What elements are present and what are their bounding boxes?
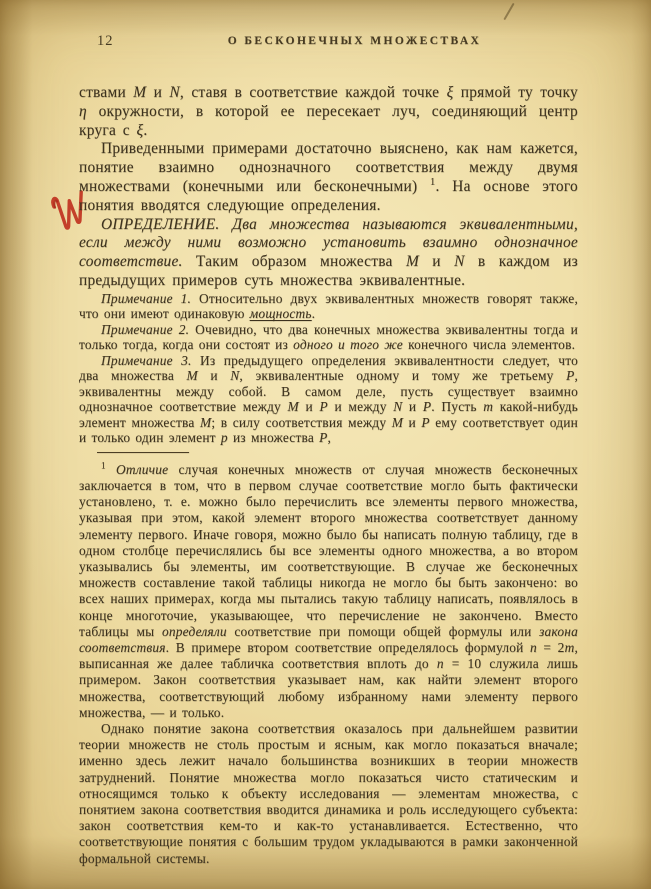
text-segment: мощность: [249, 306, 312, 322]
text-segment: и: [403, 414, 422, 430]
text-segment: какой-нибудь элемент множества: [79, 399, 578, 430]
text-segment: P: [566, 368, 575, 384]
text-segment: M: [405, 253, 420, 271]
text-segment: P: [319, 430, 328, 446]
text-segment: = 2: [536, 640, 565, 655]
text-segment: Таким образом множества: [182, 253, 406, 271]
text-segment: .: [311, 306, 316, 322]
text-segment: из множества: [227, 430, 320, 446]
text-segment: 1: [430, 176, 436, 188]
text-segment: и: [419, 253, 455, 271]
footnote-paragraph: [79, 462, 578, 721]
text-segment: . Пусть: [431, 399, 484, 415]
text-segment: N: [230, 368, 240, 384]
text-segment: N: [393, 399, 403, 415]
text-segment: m: [483, 399, 494, 415]
text-segment: n: [530, 640, 537, 655]
text-segment: N: [454, 253, 465, 271]
text-segment: P: [421, 414, 430, 430]
text-segment: , ставя в соответствие каждой точке: [179, 84, 447, 101]
text-segment: . В примере втором соответствие определялось формулой: [165, 640, 531, 655]
text-segment: Из предыдущего определения эквивалентности следует, что два множества: [79, 352, 578, 384]
text-segment: и между: [327, 399, 394, 415]
text-segment: в каждом из предыдущих примеров суть множества эквивалентные.: [79, 253, 578, 289]
text-segment: Примечание 3.: [101, 352, 192, 368]
main-paragraph: [79, 84, 578, 140]
page-number: 12: [97, 33, 114, 49]
text-segment: 1: [101, 460, 106, 471]
note-paragraph: [79, 322, 578, 353]
text-segment: ,: [327, 430, 332, 446]
text-segment: ему соответствует один и только один элемент: [79, 414, 578, 446]
text-segment: ξ: [136, 121, 144, 139]
text-segment: M: [133, 84, 147, 101]
text-segment: N: [169, 84, 180, 101]
footnote-paragraph: [79, 721, 578, 867]
text-segment: Отличие: [116, 461, 169, 477]
text-segment: m: [564, 640, 575, 655]
text-segment: [106, 462, 116, 477]
text-segment: прямой ту точку: [453, 84, 578, 101]
text-segment: и: [298, 399, 320, 415]
text-segment: Очевидно, что два конечных множества эквивалентны тогда и только тогда, когда они состоят из: [79, 321, 578, 353]
text-segment: . На основе этого понятия вводятся следующие определения.: [79, 177, 579, 214]
text-segment: M: [186, 368, 198, 384]
text-segment: и: [197, 368, 231, 384]
text-segment: случая конечных множеств от случая множеств бесконечных заключается в том, что в первом случае соответствие могло быть фактически установлено, т. е. можно было перечислить все элементы первого множества, указывая при этом, какой элемент второго множества соответствует данному элементу первого. Иначе говоря, можно было бы написать полную таблицу, где в одном столбце перечислялись бы все элементы одного множества, а во втором указывались бы элементы, им соответствующие. В случае же бесконечных множеств составление такой таблицы никогда не могло бы быть закончено: во всех наших примерах, когда мы пытались такую таблицу написать, появлялось в конце многоточие, указывающее, что перечисление не закончено. Вместо таблицы мы: [79, 461, 578, 639]
main-paragraph: [79, 216, 578, 291]
text-segment: определяли: [161, 623, 227, 639]
text-segment: конечного числа элементов.: [402, 337, 576, 353]
text-segment: ОПРЕДЕЛЕНИЕ. Два множества называются эквивалентными, если между ними возможно установить взаимно однозначное соответствие.: [79, 215, 578, 271]
note-paragraph: [79, 353, 578, 446]
text-segment: .: [143, 121, 148, 139]
text-segment: M: [391, 414, 404, 430]
main-paragraph: [79, 140, 578, 215]
text-segment: , выписанная же далее табличка соответствия вплоть до: [79, 640, 579, 672]
text-segment: Относительно двух эквивалентных множеств говорят также, что они имеют одинаковую: [79, 290, 578, 322]
text-column: [79, 84, 578, 867]
text-segment: и: [402, 399, 423, 415]
text-segment: η: [79, 102, 87, 120]
text-segment: закона соответствия: [79, 623, 578, 655]
page-header: [79, 33, 578, 53]
text-segment: Приведенными примерами достаточно выяснено, как нам кажется, понятие взаимно однозначного соответствия между двумя множествами (конечными или бесконечными): [79, 140, 578, 195]
text-segment: P: [319, 399, 328, 415]
text-segment: окружности, в которой ее пересекает луч, соединяющий центр круга с: [79, 102, 578, 139]
text-segment: ствами: [79, 84, 134, 101]
text-segment: n: [436, 656, 444, 672]
text-segment: , эквивалентные одному и тому же третьему: [239, 368, 567, 384]
text-segment: одного и того же: [293, 337, 403, 353]
text-segment: P: [422, 399, 432, 415]
text-segment: ξ: [446, 84, 454, 101]
text-segment: ; в силу соответствия между: [211, 414, 392, 430]
text-segment: p: [220, 430, 228, 446]
text-segment: Примечание 1.: [101, 290, 192, 306]
text-segment: соответствие при помощи общей формулы или: [226, 623, 540, 639]
note-paragraph: [79, 291, 578, 322]
body-text: [79, 84, 578, 446]
text-segment: = 10 служила лишь примером. Закон соответствия указывает нам, как найти элемент второго множества, соответствующий любому избранному нами элементу первого множества, — и только.: [79, 656, 578, 720]
text-segment: и: [146, 84, 170, 101]
text-segment: Однако понятие закона соответствия оказалось при дальнейшем развитии теории множеств не столь простым и ясным, как могло показаться вначале; именно здесь лежит начало большинства возникших в теории множеств затруднений. Понятие множества могло показаться чисто статическим и относящимся только к объекту исследования — элементам множества, с понятием закона соответствия вводится динамика и роль исследующего субъекта: закон соответствия кем-то и как-то устанавливается. Естественно, что соответствующие понятия с большим трудом укладываются в рамки законченной формальной системы.: [79, 721, 578, 866]
footnote-section: [79, 462, 578, 867]
pen-stroke-mark: [503, 3, 514, 20]
text-segment: Примечание 2.: [101, 321, 190, 337]
footnote-rule: [97, 452, 189, 453]
text-segment: M: [287, 399, 299, 415]
running-title: О БЕСКОНЕЧНЫХ МНОЖЕСТВАХ: [227, 35, 482, 47]
text-segment: , эквивалентны между собой. В самом деле, пусть существует взаимно однозначное соответствие между: [79, 368, 579, 415]
text-segment: M: [199, 414, 212, 430]
